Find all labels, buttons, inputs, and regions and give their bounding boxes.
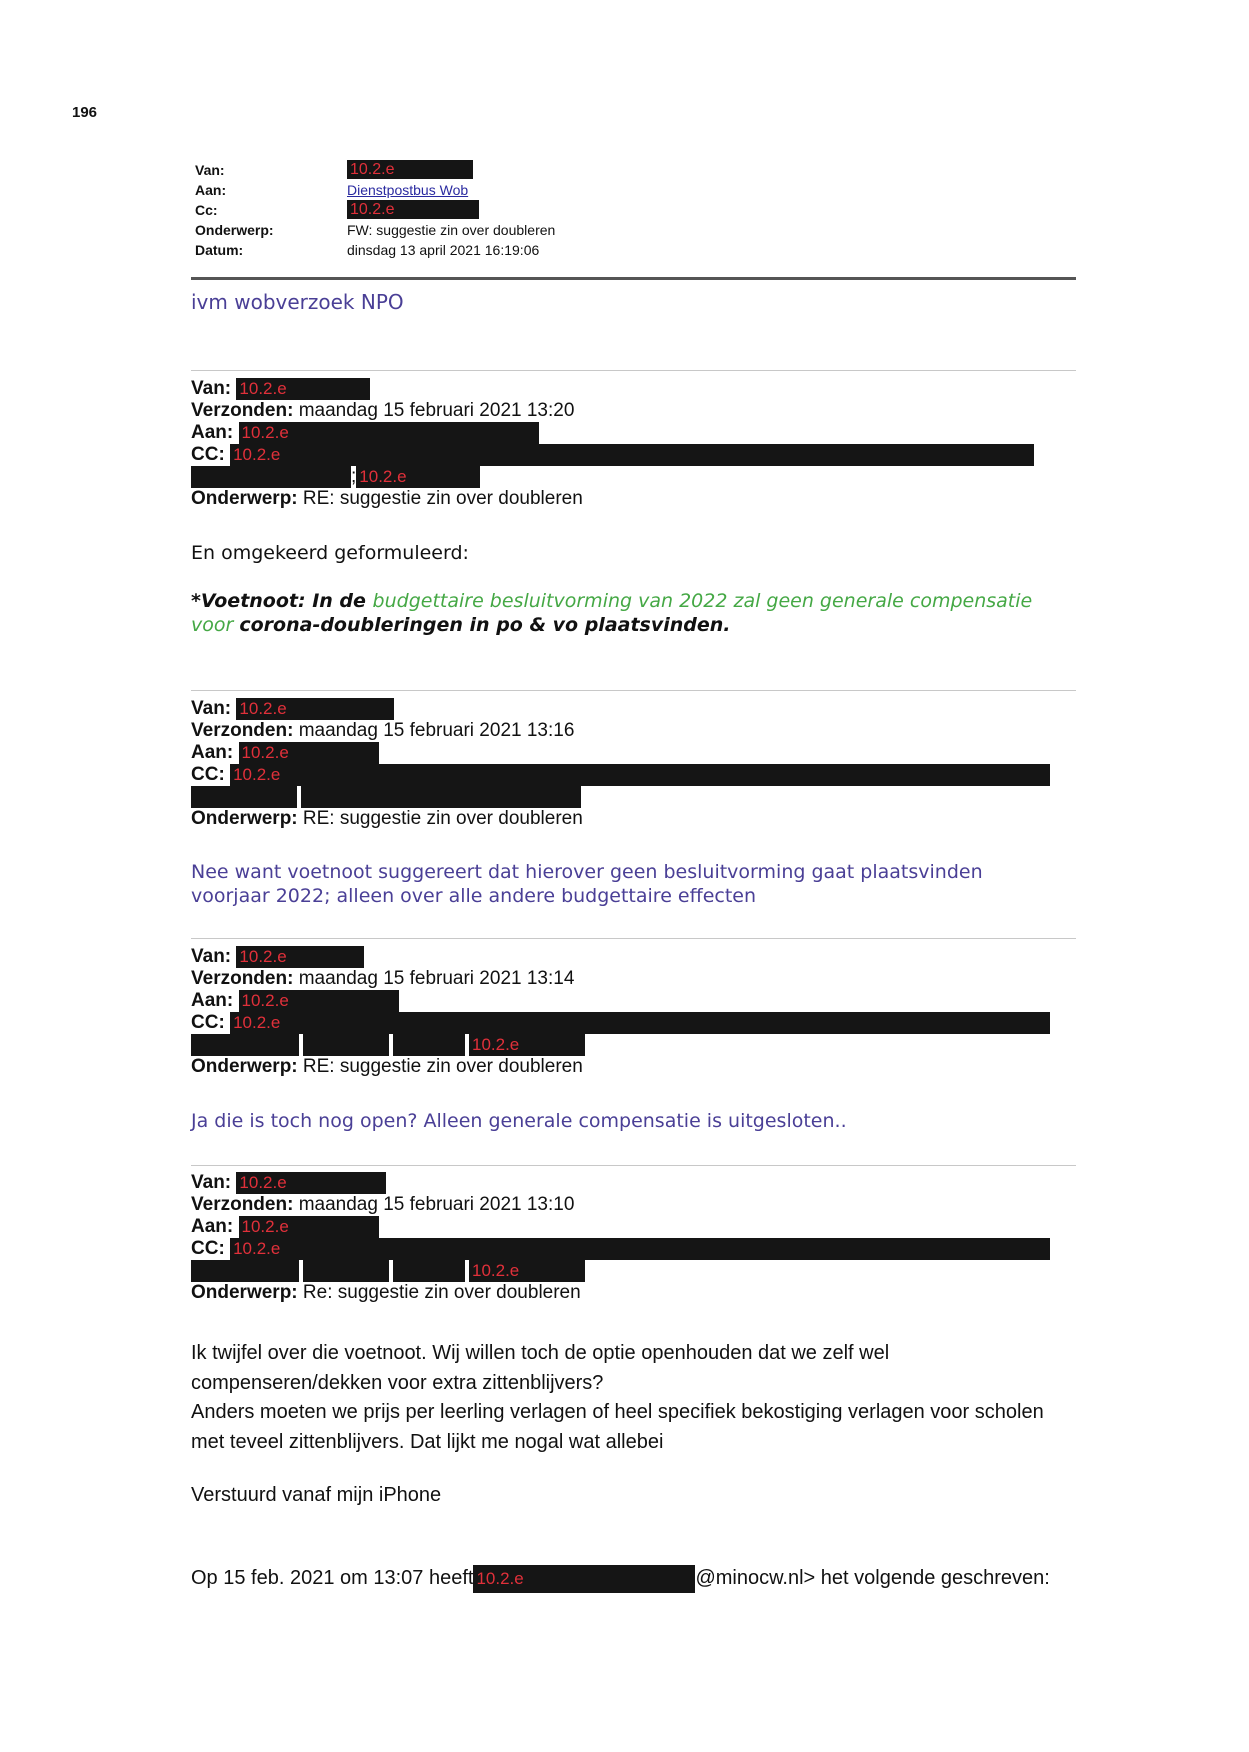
redaction: [393, 1034, 465, 1056]
redaction: 10.2.e: [236, 946, 364, 968]
redaction: 10.2.e: [236, 1172, 386, 1194]
label-cc: CC:: [191, 1238, 225, 1259]
label-cc: CC:: [191, 444, 225, 465]
redaction: 10.2.e: [356, 466, 480, 488]
label-aan: Aan:: [191, 422, 234, 443]
message-body-line2: compenseren/dekken voor extra zittenblijvers?: [191, 1372, 604, 1394]
redaction: [303, 1260, 389, 1282]
sent-date: maandag 15 februari 2021 13:16: [298, 720, 575, 741]
redaction: [303, 1034, 389, 1056]
redaction: [393, 1260, 465, 1282]
intro-text: ivm wobverzoek NPO: [191, 290, 404, 314]
message-body: Ja die is toch nog open? Alleen generale compensatie is uitgesloten..: [191, 1110, 847, 1132]
message-body-line1: Nee want voetnoot suggereert dat hierover geen besluitvorming gaat plaatsvinden: [191, 861, 983, 883]
message-header: [191, 1172, 1050, 1304]
message-body-line2: voorjaar 2022; alleen over alle andere budgettaire effecten: [191, 885, 757, 907]
label-aan: Aan:: [191, 990, 234, 1011]
label-aan: Aan:: [191, 1216, 234, 1237]
label-aan: Aan:: [195, 182, 227, 198]
label-onderwerp: Onderwerp:: [191, 808, 298, 829]
subject: RE: suggestie zin over doubleren: [302, 808, 583, 829]
label-verzonden: Verzonden:: [191, 400, 294, 421]
subject: RE: suggestie zin over doubleren: [302, 488, 583, 509]
footnote-line2: voor corona-doubleringen in po & vo plaatsvinden.: [191, 614, 731, 636]
label-verzonden: Verzonden:: [191, 720, 294, 741]
message-body-line1: Ik twijfel over die voetnoot. Wij willen toch de optie openhouden dat we zelf wel: [191, 1342, 890, 1364]
label-onderwerp: Onderwerp:: [191, 1056, 298, 1077]
label-verzonden: Verzonden:: [191, 1194, 294, 1215]
message-divider: [191, 690, 1076, 691]
sent-date: maandag 15 februari 2021 13:14: [298, 968, 575, 989]
sent-date: maandag 15 februari 2021 13:10: [298, 1194, 575, 1215]
label-onderwerp: Onderwerp:: [195, 222, 274, 238]
redaction: 10.2.e: [239, 990, 399, 1012]
redaction: 10.2.e: [473, 1565, 695, 1593]
label-onderwerp: Onderwerp:: [191, 488, 298, 509]
redaction: [191, 466, 351, 488]
message-body: En omgekeerd geformuleerd:: [191, 542, 469, 564]
label-cc: Cc:: [195, 202, 218, 218]
redaction: 10.2.e: [347, 200, 479, 219]
redaction: 10.2.e: [239, 1216, 379, 1238]
label-aan: Aan:: [191, 742, 234, 763]
label-cc: CC:: [191, 1012, 225, 1033]
redaction: [191, 1034, 299, 1056]
label-verzonden: Verzonden:: [191, 968, 294, 989]
message-header: [191, 946, 1050, 1078]
message-divider: [191, 938, 1076, 939]
page-number: 196: [72, 104, 98, 121]
quote-prefix: Op 15 feb. 2021 om 13:07 heeft: [191, 1567, 474, 1589]
redaction: 10.2.e: [239, 742, 379, 764]
message-divider: [191, 1165, 1076, 1166]
message-divider: [191, 370, 1076, 371]
redaction: 10.2.e: [230, 444, 1034, 466]
signature: Verstuurd vanaf mijn iPhone: [191, 1484, 442, 1506]
redaction: 10.2.e: [469, 1034, 585, 1056]
label-van: Van:: [191, 946, 232, 967]
label-onderwerp: Onderwerp:: [191, 1282, 298, 1303]
label-van: Van:: [195, 162, 225, 178]
quote-suffix: @minocw.nl> het volgende geschreven:: [695, 1567, 1050, 1589]
sent-date: maandag 15 februari 2021 13:20: [298, 400, 575, 421]
redaction: 10.2.e: [230, 1012, 1050, 1034]
redaction: 10.2.e: [469, 1260, 585, 1282]
outer-subject: FW: suggestie zin over doubleren: [347, 222, 556, 238]
label-van: Van:: [191, 378, 232, 399]
message-body-line3: Anders moeten we prijs per leerling verlagen of heel specifiek bekostiging verlagen voor scholen: [191, 1401, 1044, 1423]
redaction: 10.2.e: [347, 160, 473, 179]
label-van: Van:: [191, 698, 232, 719]
redaction: 10.2.e: [239, 422, 539, 444]
message-body-line4: met teveel zittenblijvers. Dat lijkt me nogal wat allebei: [191, 1431, 664, 1453]
outer-date: dinsdag 13 april 2021 16:19:06: [347, 242, 540, 258]
recipient-link[interactable]: Dienstpostbus Wob: [347, 182, 469, 198]
footnote-line1: *Voetnoot: In de budgettaire besluitvorming van 2022 zal geen generale compensatie: [191, 590, 1033, 612]
subject: Re: suggestie zin over doubleren: [302, 1282, 581, 1303]
redaction: 10.2.e: [230, 764, 1050, 786]
message-header: [191, 698, 1050, 830]
outer-header-labels: [195, 160, 274, 260]
subject: RE: suggestie zin over doubleren: [302, 1056, 583, 1077]
redaction: [191, 786, 297, 808]
quote-intro: [191, 1563, 1050, 1593]
redaction: 10.2.e: [230, 1238, 1050, 1260]
redaction: [301, 786, 581, 808]
label-datum: Datum:: [195, 242, 244, 258]
outer-header-values: [347, 160, 555, 260]
message-header: [191, 378, 1034, 510]
redaction: [191, 1260, 299, 1282]
label-van: Van:: [191, 1172, 232, 1193]
redaction: 10.2.e: [236, 378, 370, 400]
redaction: 10.2.e: [236, 698, 394, 720]
label-cc: CC:: [191, 764, 225, 785]
separator: ;: [351, 466, 357, 487]
header-divider: [191, 277, 1076, 280]
